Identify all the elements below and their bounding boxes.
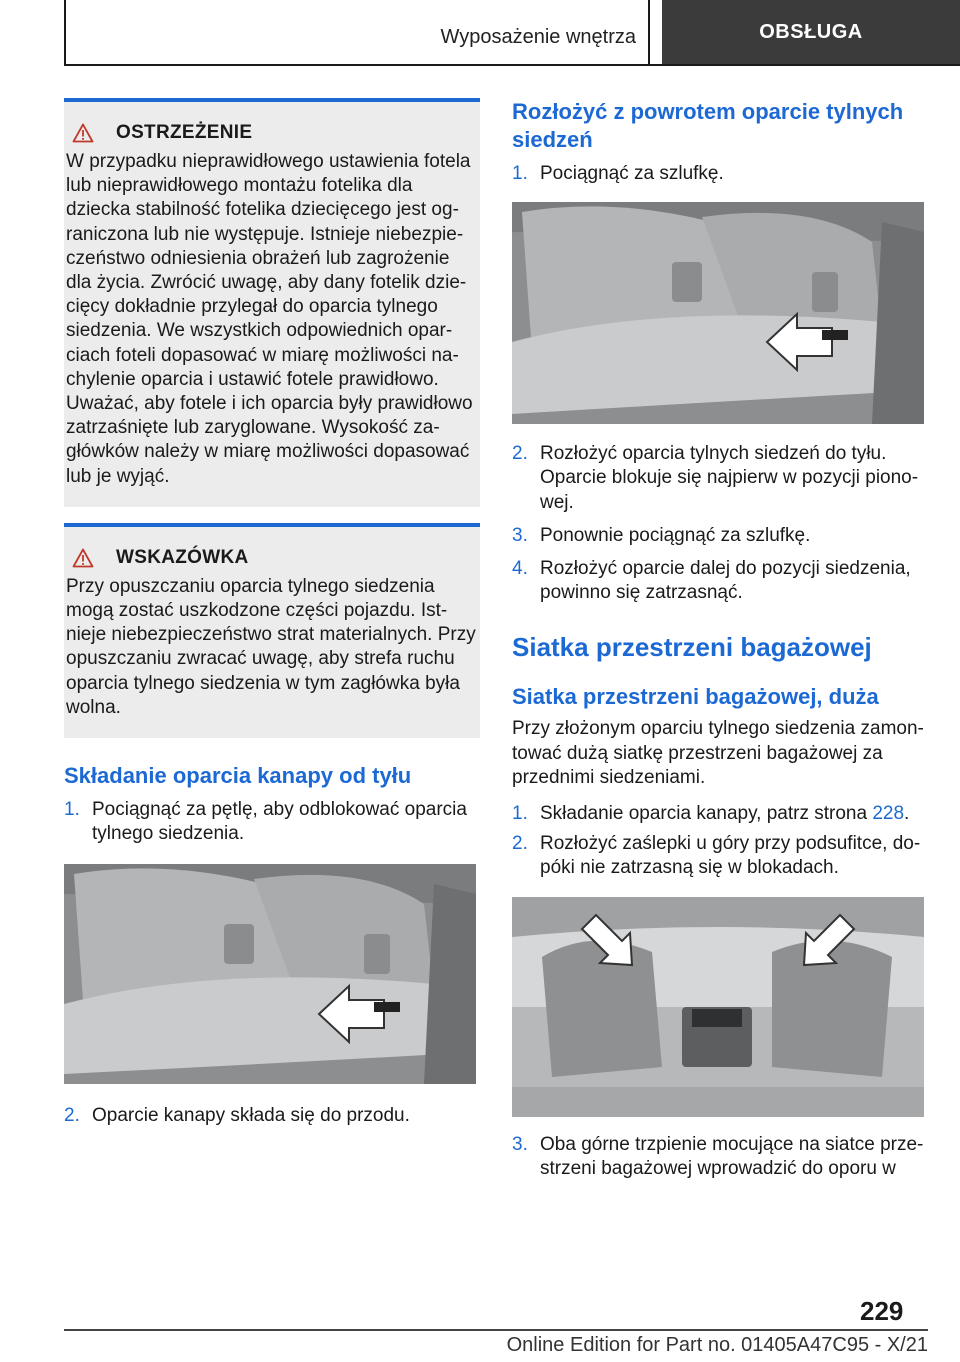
header-right-rule [648, 0, 650, 66]
section-heading: Rozłożyć z powrotem oparcie tylnych siedzeń [512, 99, 904, 152]
warning-box [64, 98, 480, 507]
header-rule [64, 64, 960, 66]
list-item: 2. Rozłożyć oparcia tylnych siedzeń do tyłu. Oparcie blokuje się najpierw w pozycji pionowej. [512, 443, 919, 513]
rear-seat-release-photo [64, 864, 476, 1084]
warning-icon [72, 123, 94, 143]
cabin-net-photo [512, 897, 924, 1117]
subsection-heading: Siatka przestrzeni bagażowej, duża [512, 684, 879, 710]
footer-rule [64, 1329, 928, 1331]
list-item: 2. Oparcie kanapy składa się do przodu. [64, 1105, 410, 1127]
chapter-heading: Siatka przestrzeni bagażowej [512, 632, 872, 663]
page-link[interactable]: 228 [872, 803, 905, 825]
list-item: 3. Ponownie pociągnąć za szlufkę. [512, 524, 811, 546]
page-number: 229 [860, 1296, 904, 1326]
section-heading: Składanie oparcia kanapy od tyłu [64, 763, 412, 789]
notice-text: Przy opuszczaniu oparcia tylnego siedzenia mogą zostać uszkodzone części pojazdu. Istnieje niebezpieczeństwo strat materialnych. Przy opuszczaniu zwracać uwagę, aby strefa ruchu oparcia tylnego siedzenia w tym zagłówka była wolna. [66, 575, 476, 718]
warning-text: W przypadku nieprawidłowego ustawienia fotela lub nieprawidłowego montażu fotelika dla dziecka stabilność fotelika dziecięcego jest ograniczona lub nie występuje. Istnieje niebezpieczeństwo odniesienia obrażeń lub zagrożenie dla życia. Zwrócić uwagę, aby dany fotelik dziecięcy dokładnie przylegał do oparcia tylnego siedzenia. We wszystkich odpowiednich oparciach foteli dopasować w miarę możliwości nachylenie oparcia i ustawić fotele prawidłowo. Uważać, aby fotele i ich oparcia były prawidłowo zatrzaśnięte lub zaryglowane. Wysokość zagłówków należy w miarę możliwości dopasować lub je wyjąć. [66, 151, 473, 487]
list-item: 4. Rozłożyć oparcie dalej do pozycji siedzenia, powinno się zatrzasnąć. [512, 558, 911, 604]
list-item: 1. Składanie oparcia kanapy, patrz strona 228. [512, 803, 910, 825]
intro-paragraph: Przy złożonym oparciu tylnego siedzenia zamontować dużą siatkę przestrzeni bagażowej za przednimi siedzeniami. [512, 718, 924, 788]
section-title: Wyposażenie wnętrza [440, 26, 636, 48]
list-item: 3. Oba górne trzpienie mocujące na siatce przestrzeni bagażowej wprowadzić do oporu w [512, 1133, 924, 1179]
list-item: 2. Rozłożyć zaślepki u góry przy podsufitce, dopóki nie zatrzasną się w blokadach. [512, 833, 921, 879]
rear-seat-unfold-photo [512, 202, 924, 424]
left-column [64, 98, 480, 1129]
edition-info: Online Edition for Part no. 01405A47C95 - X/21 [506, 1334, 928, 1356]
list-item: 1. Pociągnąć za szlufkę. [512, 163, 724, 184]
warning-title: OSTRZEŻENIE [116, 122, 253, 143]
chapter-tab: OBSŁUGA [662, 0, 960, 64]
list-item: 1. Pociągnąć za pętlę, aby odblokować oparcia tylnego siedzenia. [64, 799, 467, 845]
notice-box [64, 523, 480, 738]
right-column [512, 98, 924, 1181]
notice-title: WSKAZÓWKA [116, 546, 249, 568]
notice-icon [72, 548, 94, 568]
